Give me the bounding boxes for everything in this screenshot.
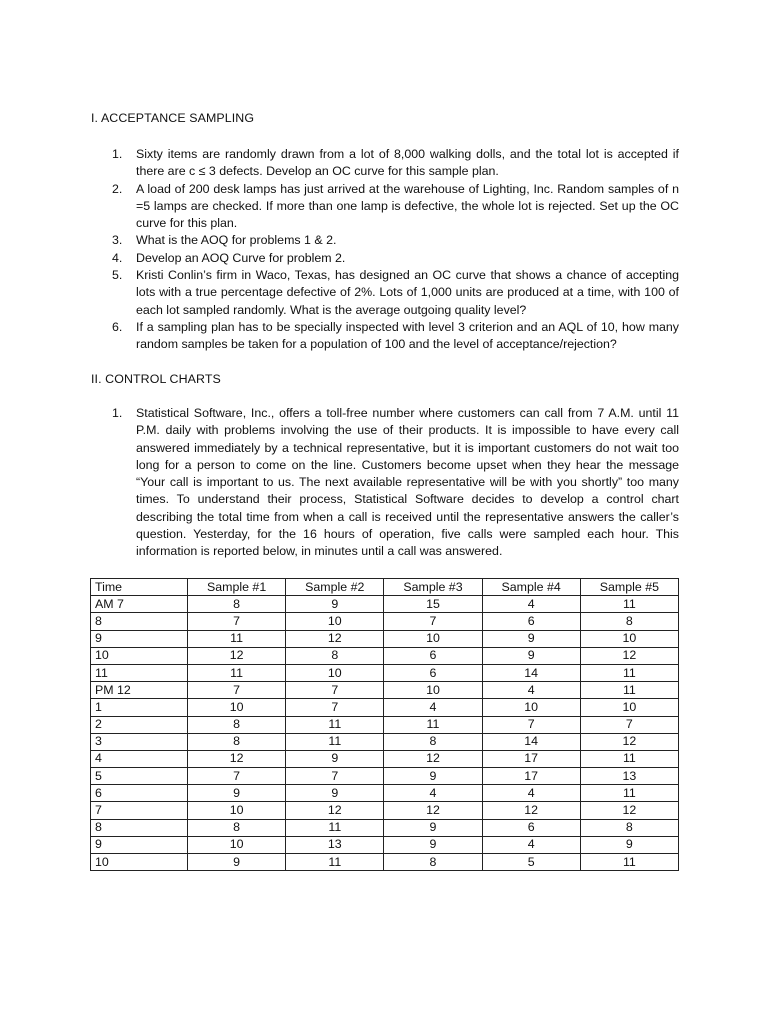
sample-5-cell: 11 bbox=[580, 682, 678, 699]
sample-3-cell: 9 bbox=[384, 836, 482, 853]
table-row bbox=[91, 836, 679, 853]
time-cell: PM 12 bbox=[91, 682, 188, 699]
time-cell: 8 bbox=[91, 613, 188, 630]
time-cell: 10 bbox=[91, 647, 188, 664]
sample-3-cell: 4 bbox=[384, 699, 482, 716]
time-cell: 5 bbox=[91, 768, 188, 785]
sample-1-cell: 8 bbox=[188, 733, 286, 750]
sample-4-cell: 4 bbox=[482, 785, 580, 802]
sample-2-cell: 9 bbox=[286, 750, 384, 767]
sample-2-cell: 10 bbox=[286, 664, 384, 681]
column-header-sample-4: Sample #4 bbox=[482, 579, 580, 596]
sample-5-cell: 11 bbox=[580, 664, 678, 681]
sample-1-cell: 12 bbox=[188, 750, 286, 767]
sample-2-cell: 11 bbox=[286, 716, 384, 733]
question-text: Sixty items are randomly drawn from a lot of 8,000 walking dolls, and the total lot is accepted if there are c ≤ 3 defects. Develop an OC curve for this sample plan. bbox=[136, 147, 679, 179]
sample-3-cell: 4 bbox=[384, 785, 482, 802]
sample-5-cell: 13 bbox=[580, 768, 678, 785]
sample-5-cell: 10 bbox=[580, 630, 678, 647]
question-text: Kristi Conlin’s firm in Waco, Texas, has designed an OC curve that shows a chance of accepting lots with a true percentage defective of 2%. Lots of 1,000 units are produced at a time, with 100 of each lot sampled randomly. What is the average outgoing quality level? bbox=[136, 268, 679, 317]
column-header-sample-2: Sample #2 bbox=[286, 579, 384, 596]
table-row bbox=[91, 785, 679, 802]
column-header-time: Time bbox=[91, 579, 188, 596]
acceptance-sampling-question-list bbox=[91, 146, 679, 354]
time-cell: 4 bbox=[91, 750, 188, 767]
sample-3-cell: 9 bbox=[384, 768, 482, 785]
sample-2-cell: 11 bbox=[286, 819, 384, 836]
sample-4-cell: 14 bbox=[482, 664, 580, 681]
table-row bbox=[91, 716, 679, 733]
sample-3-cell: 6 bbox=[384, 664, 482, 681]
table-row bbox=[91, 750, 679, 767]
sample-4-cell: 14 bbox=[482, 733, 580, 750]
sample-1-cell: 8 bbox=[188, 819, 286, 836]
table-row bbox=[91, 802, 679, 819]
time-cell: 7 bbox=[91, 802, 188, 819]
sample-2-cell: 12 bbox=[286, 802, 384, 819]
table-row bbox=[91, 733, 679, 750]
sample-1-cell: 9 bbox=[188, 785, 286, 802]
sample-5-cell: 11 bbox=[580, 854, 678, 871]
sample-2-cell: 9 bbox=[286, 596, 384, 613]
time-cell: 9 bbox=[91, 630, 188, 647]
sample-3-cell: 8 bbox=[384, 854, 482, 871]
sample-1-cell: 7 bbox=[188, 682, 286, 699]
sample-5-cell: 10 bbox=[580, 699, 678, 716]
sample-2-cell: 10 bbox=[286, 613, 384, 630]
sample-5-cell: 11 bbox=[580, 750, 678, 767]
sample-5-cell: 8 bbox=[580, 613, 678, 630]
sample-5-cell: 12 bbox=[580, 733, 678, 750]
sample-1-cell: 12 bbox=[188, 647, 286, 664]
sample-1-cell: 8 bbox=[188, 596, 286, 613]
acceptance-sampling-question-1 bbox=[91, 146, 679, 181]
sample-5-cell: 8 bbox=[580, 819, 678, 836]
sample-3-cell: 12 bbox=[384, 802, 482, 819]
sample-4-cell: 17 bbox=[482, 768, 580, 785]
time-cell: 2 bbox=[91, 716, 188, 733]
control-charts-question-1 bbox=[91, 405, 679, 561]
sample-4-cell: 9 bbox=[482, 647, 580, 664]
table-row bbox=[91, 664, 679, 681]
table-row bbox=[91, 699, 679, 716]
question-text: If a sampling plan has to be specially inspected with level 3 criterion and an AQL of 10, how many random samples be taken for a population of 100 and the level of acceptance/rejection? bbox=[136, 319, 679, 352]
acceptance-sampling-question-4 bbox=[91, 250, 679, 267]
sample-3-cell: 9 bbox=[384, 819, 482, 836]
sample-2-cell: 11 bbox=[286, 733, 384, 750]
sample-2-cell: 8 bbox=[286, 647, 384, 664]
sample-2-cell: 7 bbox=[286, 682, 384, 699]
column-header-sample-5: Sample #5 bbox=[580, 579, 678, 596]
sample-3-cell: 10 bbox=[384, 682, 482, 699]
sample-3-cell: 6 bbox=[384, 647, 482, 664]
sample-2-cell: 7 bbox=[286, 768, 384, 785]
question-number: 6. bbox=[112, 319, 123, 334]
sample-2-cell: 12 bbox=[286, 630, 384, 647]
question-text: What is the AOQ for problems 1 & 2. bbox=[136, 233, 337, 248]
control-charts-question-list bbox=[91, 405, 679, 561]
sample-2-cell: 11 bbox=[286, 854, 384, 871]
sample-1-cell: 10 bbox=[188, 802, 286, 819]
table-row bbox=[91, 682, 679, 699]
sample-3-cell: 11 bbox=[384, 716, 482, 733]
call-wait-time-table bbox=[90, 578, 679, 871]
question-number: 4. bbox=[112, 250, 123, 265]
sample-4-cell: 7 bbox=[482, 716, 580, 733]
sample-4-cell: 4 bbox=[482, 596, 580, 613]
sample-5-cell: 11 bbox=[580, 785, 678, 802]
sample-1-cell: 10 bbox=[188, 836, 286, 853]
column-header-sample-3: Sample #3 bbox=[384, 579, 482, 596]
section-heading-acceptance-sampling: I. ACCEPTANCE SAMPLING bbox=[91, 111, 255, 125]
sample-4-cell: 10 bbox=[482, 699, 580, 716]
sample-3-cell: 10 bbox=[384, 630, 482, 647]
sample-5-cell: 7 bbox=[580, 716, 678, 733]
sample-4-cell: 9 bbox=[482, 630, 580, 647]
sample-5-cell: 11 bbox=[580, 596, 678, 613]
acceptance-sampling-question-3 bbox=[91, 232, 679, 249]
sample-5-cell: 12 bbox=[580, 647, 678, 664]
sample-4-cell: 6 bbox=[482, 613, 580, 630]
sample-4-cell: 6 bbox=[482, 819, 580, 836]
table-row bbox=[91, 596, 679, 613]
sample-1-cell: 7 bbox=[188, 768, 286, 785]
sample-3-cell: 8 bbox=[384, 733, 482, 750]
table-row bbox=[91, 647, 679, 664]
sample-1-cell: 11 bbox=[188, 630, 286, 647]
time-cell: 3 bbox=[91, 733, 188, 750]
sample-1-cell: 11 bbox=[188, 664, 286, 681]
acceptance-sampling-question-6 bbox=[91, 319, 679, 354]
sample-4-cell: 5 bbox=[482, 854, 580, 871]
sample-4-cell: 12 bbox=[482, 802, 580, 819]
sample-2-cell: 13 bbox=[286, 836, 384, 853]
table-header-row bbox=[91, 579, 679, 596]
time-cell: 10 bbox=[91, 854, 188, 871]
sample-1-cell: 9 bbox=[188, 854, 286, 871]
time-cell: 11 bbox=[91, 664, 188, 681]
sample-5-cell: 12 bbox=[580, 802, 678, 819]
sample-4-cell: 17 bbox=[482, 750, 580, 767]
sample-1-cell: 10 bbox=[188, 699, 286, 716]
table-row bbox=[91, 768, 679, 785]
question-number: 5. bbox=[112, 268, 123, 283]
question-number: 2. bbox=[112, 181, 123, 196]
section-heading-control-charts: II. CONTROL CHARTS bbox=[91, 372, 221, 386]
question-number: 1. bbox=[112, 406, 123, 420]
table-row bbox=[91, 630, 679, 647]
question-text: Statistical Software, Inc., offers a toll-free number where customers can call from 7 A.M. until 11 P.M. daily with problems involving the use of their products. It is impossible to have every call answered immediately by a technical representative, but it is important customers do not wait too long for a person to come on the line. Customers become upset when they hear the message “Your call is important to us. The next available representative will be with you shortly” too many times. To understand their process, Statistical Software decides to develop a control chart describing the total time from when a call is received until the representative answers the caller’s question. Yesterday, for the 16 hours of operation, five calls were sampled each hour. This information is reported below, in minutes until a call was answered. bbox=[136, 406, 679, 559]
sample-5-cell: 9 bbox=[580, 836, 678, 853]
question-text: A load of 200 desk lamps has just arrived at the warehouse of Lighting, Inc. Random samples of n =5 lamps are checked. If more than one lamp is defective, the whole lot is rejected. Set up the OC curve for this plan. bbox=[136, 181, 679, 231]
table-row bbox=[91, 819, 679, 836]
sample-4-cell: 4 bbox=[482, 836, 580, 853]
question-number: 3. bbox=[112, 233, 123, 248]
time-cell: 1 bbox=[91, 699, 188, 716]
question-number: 1. bbox=[112, 147, 123, 161]
acceptance-sampling-question-2 bbox=[91, 181, 679, 233]
sample-3-cell: 7 bbox=[384, 613, 482, 630]
sample-3-cell: 12 bbox=[384, 750, 482, 767]
table-body bbox=[91, 596, 679, 871]
sample-2-cell: 9 bbox=[286, 785, 384, 802]
time-cell: AM 7 bbox=[91, 596, 188, 613]
table-row bbox=[91, 613, 679, 630]
sample-3-cell: 15 bbox=[384, 596, 482, 613]
sample-1-cell: 7 bbox=[188, 613, 286, 630]
sample-1-cell: 8 bbox=[188, 716, 286, 733]
acceptance-sampling-question-5 bbox=[91, 267, 679, 319]
sample-2-cell: 7 bbox=[286, 699, 384, 716]
table-row bbox=[91, 854, 679, 871]
time-cell: 8 bbox=[91, 819, 188, 836]
time-cell: 9 bbox=[91, 836, 188, 853]
column-header-sample-1: Sample #1 bbox=[188, 579, 286, 596]
question-text: Develop an AOQ Curve for problem 2. bbox=[136, 250, 346, 265]
time-cell: 6 bbox=[91, 785, 188, 802]
sample-4-cell: 4 bbox=[482, 682, 580, 699]
